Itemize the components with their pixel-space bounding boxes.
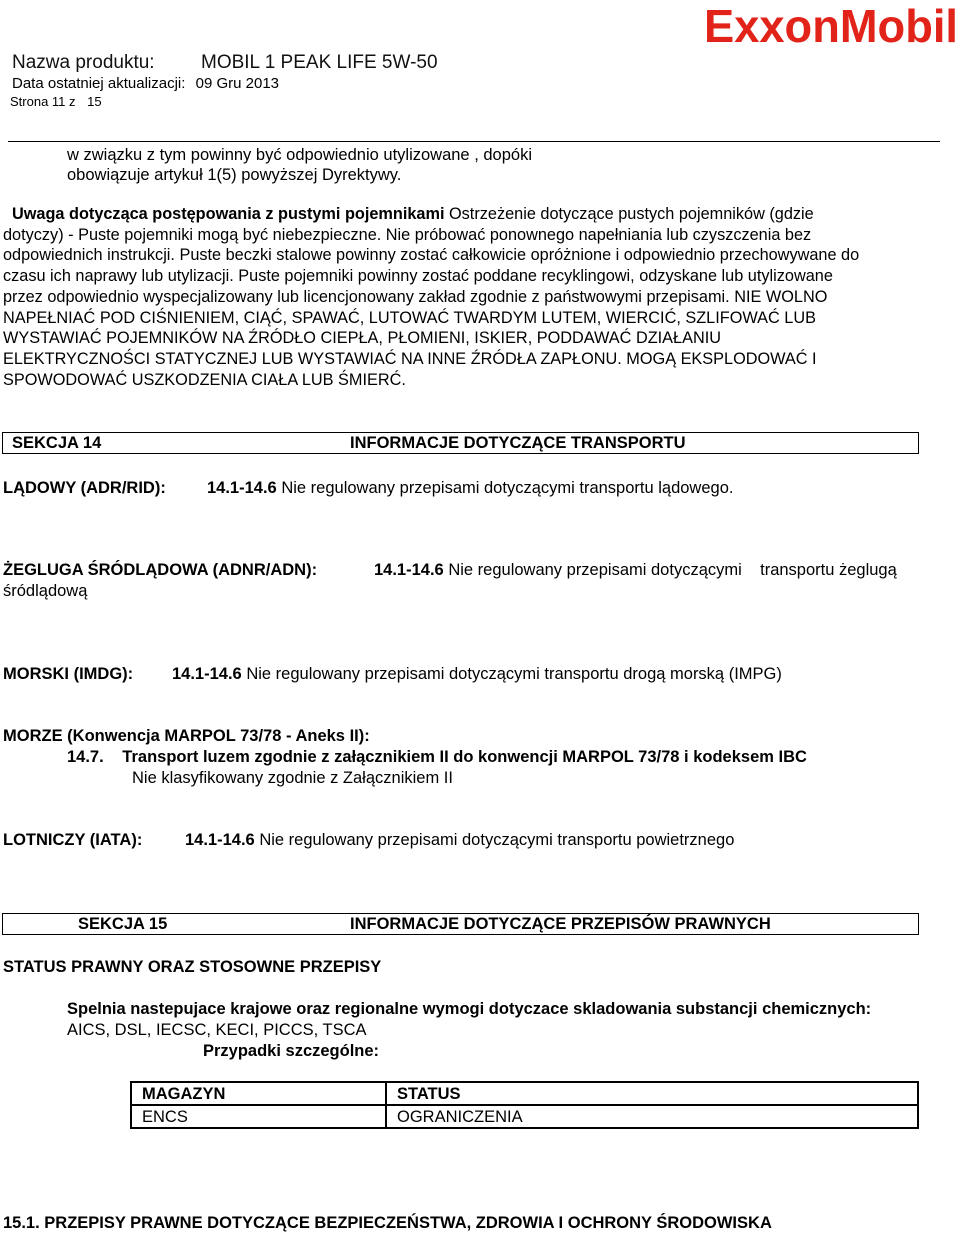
empty-container-title: Uwaga dotycząca postępowania z pustymi pojemnikami bbox=[12, 205, 445, 223]
section-14-header bbox=[2, 432, 919, 454]
empty-container-paragraph bbox=[3, 204, 958, 390]
air-label: LOTNICZY (IATA): bbox=[3, 831, 143, 849]
land-transport-info bbox=[207, 478, 733, 498]
sea-info bbox=[172, 664, 782, 684]
inland-info bbox=[374, 560, 897, 580]
inventory-heading: Spelnia nastepujace krajowe oraz regionalne wymogi dotyczace skladowania substancji chemicznych: bbox=[67, 1000, 872, 1018]
header-rule bbox=[8, 141, 940, 142]
subsection-15-1-heading: 15.1. PRZEPISY PRAWNE DOTYCZĄCE BEZPIECZEŃSTWA, ZDROWIA I OCHRONY ŚRODOWISKA bbox=[3, 1214, 772, 1232]
inland-label: ŻEGLUGA ŚRÓDLĄDOWA (ADNR/ADN): bbox=[3, 561, 318, 579]
air-info bbox=[185, 830, 734, 850]
land-code: 14.1-14.6 bbox=[207, 479, 277, 497]
empty-line: czasu ich naprawy lub utylizacji. Puste pojemniki powinny zostać poddane recyklingowi, odzyskane lub utylizowane bbox=[3, 267, 833, 286]
section-15-title: INFORMACJE DOTYCZĄCE PRZEPISÓW PRAWNYCH bbox=[350, 915, 771, 933]
empty-line: ELEKTRYCZNOŚCI STATYCZNEJ LUB WYSTAWIAĆ NA INNE ŹRÓDŁA ZAPŁONU. MOGĄ EKSPLODOWAĆ I bbox=[3, 349, 817, 368]
sea-label: MORSKI (IMDG): bbox=[3, 665, 134, 683]
empty-line: przez odpowiednio wyspecjalizowany lub licencjonowany zakład zgodnie z państwowymi przepisami. NIE WOLNO bbox=[3, 287, 828, 306]
disposal-continuation-1: w związku z tym powinny być odpowiednio utylizowane , dopóki bbox=[67, 146, 532, 164]
product-label: Nazwa produktu: bbox=[12, 52, 155, 73]
date-value: 09 Gru 2013 bbox=[195, 75, 280, 92]
table-row bbox=[131, 1105, 918, 1128]
product-value: MOBIL 1 PEAK LIFE 5W-50 bbox=[201, 52, 438, 73]
inland-text-cont: śródlądową bbox=[3, 582, 88, 600]
land-label: LĄDOWY (ADR/RID): bbox=[3, 479, 166, 497]
marpol-title: Transport luzem zgodnie z załącznikiem II do konwencji MARPOL 73/78 i kodeksem IBC bbox=[122, 748, 807, 766]
empty-line: dotyczy) - Puste pojemniki mogą być niebezpieczne. Nie próbować ponownego napełniania lub czyszczenia bez bbox=[3, 225, 812, 244]
sea-code: 14.1-14.6 bbox=[172, 665, 242, 683]
air-code: 14.1-14.6 bbox=[185, 831, 255, 849]
table-cell: OGRANICZENIA bbox=[386, 1105, 918, 1128]
air-text: Nie regulowany przepisami dotyczącymi transportu powietrznego bbox=[259, 831, 735, 849]
empty-container-text-first: Ostrzeżenie dotyczące pustych pojemników (gdzie bbox=[449, 205, 814, 223]
special-cases-table bbox=[130, 1081, 919, 1129]
page-total: 15 bbox=[87, 94, 102, 109]
section-14-title: INFORMACJE DOTYCZĄCE TRANSPORTU bbox=[350, 434, 686, 452]
land-transport-row bbox=[3, 478, 166, 498]
section-14-label: SEKCJA 14 bbox=[12, 434, 102, 452]
date-row bbox=[12, 75, 279, 93]
table-cell: ENCS bbox=[131, 1105, 386, 1128]
date-label: Data ostatniej aktualizacji: bbox=[12, 75, 186, 92]
empty-line: WYSTAWIAĆ POJEMNIKÓW NA ŹRÓDŁO CIEPŁA, PŁOMIENI, ISKIER, PODDAWAĆ DZIAŁANIU bbox=[3, 329, 721, 348]
inventory-list: AICS, DSL, IECSC, KECI, PICCS, TSCA bbox=[67, 1021, 367, 1039]
section-15-header bbox=[2, 913, 919, 935]
page-label: Strona 11 z bbox=[10, 94, 76, 109]
svg-text:ExxonMobil: ExxonMobil bbox=[704, 0, 958, 52]
empty-line: odpowiednich instrukcji. Puste beczki stalowe powinny zostać całkowicie opróżnione i odpowiednio przechowywane do bbox=[3, 246, 860, 265]
special-cases-heading: Przypadki szczególne: bbox=[203, 1042, 380, 1060]
disposal-continuation-2: obowiązuje artykuł 1(5) powyższej Dyrektywy. bbox=[67, 166, 402, 184]
product-name-row bbox=[12, 52, 452, 74]
inland-code: 14.1-14.6 bbox=[374, 561, 444, 579]
table-header-row bbox=[131, 1082, 918, 1105]
section-15-label: SEKCJA 15 bbox=[78, 915, 168, 933]
status-heading: STATUS PRAWNY ORAZ STOSOWNE PRZEPISY bbox=[3, 958, 382, 976]
exxonmobil-logo bbox=[702, 0, 960, 52]
inland-text: Nie regulowany przepisami dotyczącymi transportu żeglugą bbox=[448, 561, 897, 579]
land-text: Nie regulowany przepisami dotyczącymi transportu lądowego. bbox=[281, 479, 734, 497]
page-number bbox=[10, 94, 102, 110]
marpol-code: 14.7. bbox=[67, 748, 104, 766]
sea-text: Nie regulowany przepisami dotyczącymi transportu drogą morską (IMPG) bbox=[246, 665, 782, 683]
marpol-text: Nie klasyfikowany zgodnie z Załącznikiem II bbox=[132, 769, 453, 787]
empty-line: NAPEŁNIAĆ POD CIŚNIENIEM, CIĄĆ, SPAWAĆ, LUTOWAĆ TWARDYM LUTEM, WIERCIĆ, SZLIFOWAĆ LUB bbox=[3, 308, 816, 327]
table-header-cell: MAGAZYN bbox=[131, 1082, 386, 1105]
empty-line: SPOWODOWAĆ USZKODZENIA CIAŁA LUB ŚMIERĆ. bbox=[3, 370, 406, 389]
marpol-label: MORZE (Konwencja MARPOL 73/78 - Aneks II): bbox=[3, 727, 370, 745]
marpol-row bbox=[67, 747, 807, 767]
table-header-cell: STATUS bbox=[386, 1082, 918, 1105]
